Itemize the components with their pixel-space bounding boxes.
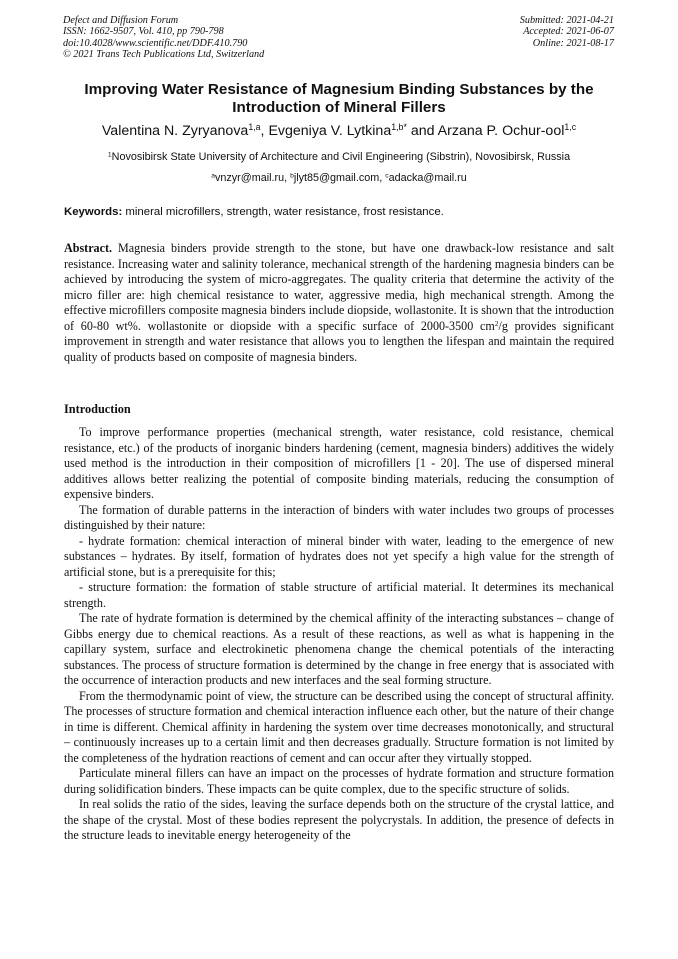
affiliation-superscript: 1 (107, 151, 112, 159)
submitted-date: Submitted: 2021-04-21 (519, 15, 614, 26)
paragraph: From the thermodynamic point of view, the structure can be described using the concept of structural affinity. The processes of structure formation and chemical interaction influence each other, but the nature of their change in time is different. Chemical affinity in hardening the system over time decreases monotonically, and structural – continuously increases up to a certain limit and then decreases gradually. Structure formation is not limited by the completeness of the hydration reactions of cement and can occur after they virtually stopped. (64, 688, 614, 765)
paragraph: In real solids the ratio of the sides, leaving the surface depends both on the structure of the crystal lattice, and the shape of the crystal. Most of these bodies represent the polycrystals. In addition, the presence of defects in the structure leads to inevitable energy heterogeneity of the (64, 797, 614, 842)
author-superscript: 1,c (564, 122, 577, 133)
accepted-date: Accepted: 2021-06-07 (523, 26, 614, 38)
affiliation (30, 150, 648, 164)
email-link[interactable]: vnzyr@mail.ru (214, 172, 285, 184)
email-list: $^a$vnzyr@mail.ru, $^b$jlyt85@gmail.com, $^c$adacka@mail.ru (211, 172, 467, 184)
abstract-text-continued: /g provides significant improvement in strength and water resistance that allows you to lengthen the lifespan and maintain the required quality of products based on composite of magnesia binders. (64, 318, 614, 364)
author-superscript: 1,b* (391, 122, 407, 133)
paragraph: To improve performance properties (mechanical strength, water resistance, cold resistance, chemical resistance, etc.) of the products of inorganic binders hardening (cement, magnesia binders) additives the widely used method is the introduction in their composition of microfillers [1 - 20]. The use of dispersed mineral additives allows better realizing the potential of composite binding materials, reducing the consumption of expensive binders. (64, 425, 614, 501)
email-superscript: c (385, 172, 389, 180)
author-name: Arzana P. Ochur-ool (437, 123, 565, 139)
abstract-text: Magnesia binders provide strength to the stone, but have one drawback-low resistance and salt resistance. Increasing water and salinity tolerance, mechanical strength of the hardening magnesia binders can be achieved by introducing the system of micro-aggregates. The quality criteria that determine the activity of the micro filler are: high chemical resistance to water, aggressive media, high mechanical strength. Among the effective microfillers composite magnesia binders include diopside, wollastonite. It is shown that the introduction of 60-80 wt%. wollastonite or diopside with a specific surface of 2000-3500 cm (64, 241, 614, 333)
author-list (30, 122, 648, 140)
paragraph: - hydrate formation: chemical interaction of mineral binder with water, leading to the emergence of new substances – hydrates. By itself, formation of hydrates does not yet specify a high value for the strength of artificial stone, but is a prerequisite for this; (64, 533, 614, 579)
issn: ISSN: 1662-9507, Vol. 410, pp 790-798 (63, 26, 224, 38)
copyright: © 2021 Trans Tech Publications Ltd, Switzerland (63, 48, 265, 60)
keywords-text: mineral microfillers, strength, water resistance, frost resistance. (125, 206, 444, 218)
affiliation-text: Novosibirsk State University of Architecture and Civil Engineering (Sibstrin), Novosibirsk, Russia (111, 151, 571, 163)
section-heading-introduction: Introduction (64, 402, 131, 416)
author-superscript: 1,a (248, 122, 261, 133)
author-name: Valentina N. Zyryanova (101, 123, 249, 139)
journal-name: Defect and Diffusion Forum (63, 15, 179, 26)
author-separator: , (260, 123, 269, 139)
journal-info (63, 15, 264, 60)
keywords (64, 205, 624, 220)
online-date: Online: 2021-08-17 (532, 37, 614, 49)
doi: doi:10.4028/www.scientific.net/DDF.410.790 (63, 37, 248, 49)
paragraph: Particulate mineral fillers can have an impact on the processes of hydrate formation and structure formation during solidification binders. These impacts can be quite complex, due to the specific structure of solids. (64, 766, 614, 796)
abstract (64, 241, 614, 365)
email-superscript: a (211, 172, 215, 180)
author-name: Evgeniya V. Lytkina (268, 123, 392, 139)
email-superscript: b (290, 172, 294, 180)
paragraph: The rate of hydrate formation is determined by the chemical affinity of the interacting substances – change of Gibbs energy due to chemical reactions. As a result of these reactions, as well as what is happening in the capillary system, surface and electrokinetic phenomena change the chemical potentials of the interacting substances. The process of structure formation is determined by the change in free energy that is associated with the occurrence of interaction products and new interfaces and the seal forming structure. (64, 611, 614, 687)
publication-dates (520, 15, 614, 49)
paragraph: - structure formation: the formation of stable structure of artificial material. It determines its mechanical strength. (64, 580, 614, 610)
abstract-label: Abstract. (64, 241, 113, 255)
paper-title: Improving Water Resistance of Magnesium Binding Substances by the Introduction of Mineral Fillers (84, 81, 594, 116)
author-separator: and (406, 123, 438, 139)
keywords-label: Keywords: (64, 206, 123, 218)
abstract-superscript: 2 (494, 318, 499, 328)
email-link[interactable]: adacka@mail.ru (388, 172, 467, 184)
paragraph: The formation of durable patterns in the interaction of binders with water includes two groups of processes distinguished by their nature: (64, 502, 614, 532)
introduction-body (64, 425, 614, 844)
email-link[interactable]: jlyt85@gmail.com (293, 172, 380, 184)
